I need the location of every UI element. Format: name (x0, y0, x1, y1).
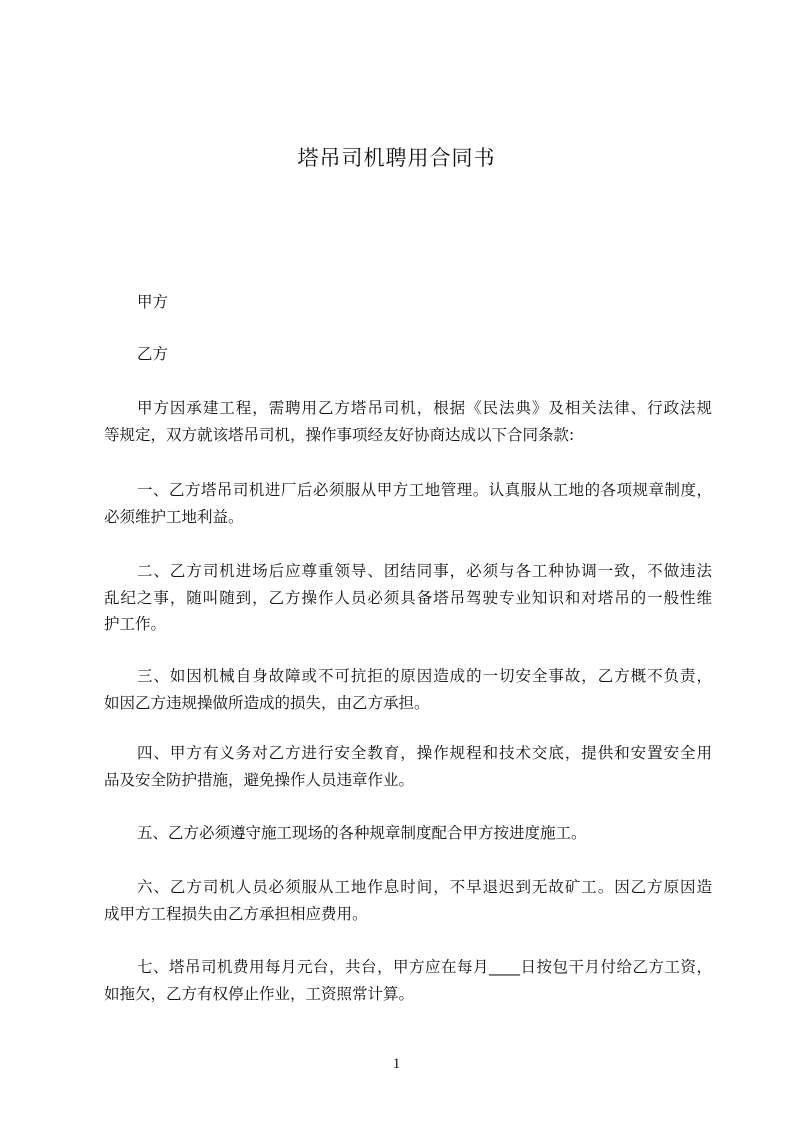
clause-line: 六、乙方司机人员必须服从工地作息时间，不早退迟到无故矿工。因乙方原因造 (137, 878, 712, 896)
party-b-text: 乙方 (137, 345, 169, 363)
clause-line: 七、塔吊司机费用每月元台，共台，甲方应在每月____日按包干月付给乙方工资， (137, 958, 712, 976)
party-b-label (104, 341, 712, 368)
clause-line: 成甲方工程损失由乙方承担相应费用。 (104, 904, 368, 923)
clause-line: 如因乙方违规操做所造成的损失，由乙方承担。 (104, 693, 430, 712)
clause-paragraph (104, 558, 712, 638)
clause-line: 一、乙方塔吊司机进厂后必须服从甲方工地管理。认真服从工地的各项规章制度， (137, 481, 712, 499)
clause-paragraph (104, 663, 712, 716)
clause-paragraph (104, 477, 712, 530)
clause-line: 品及安全防护措施，避免操作人员违章作业。 (104, 770, 415, 789)
page-number: 1 (392, 1056, 401, 1072)
clause-line: 二、乙方司机进场后应尊重领导、团结同事，必须与各工种协调一致，不做违法 (137, 562, 712, 580)
clause-line: 等规定，双方就该塔吊司机，操作事项经友好协商达成以下合同条款: (104, 425, 575, 444)
clause-line: 四、甲方有义务对乙方进行安全教育，操作规程和技术交底，提供和安置安全用 (137, 744, 712, 762)
clause-line: 五、乙方必须遵守施工现场的各种规章制度配合甲方按进度施工。 (137, 824, 587, 842)
document-title: 塔吊司机聘用合同书 (297, 146, 496, 170)
clause-paragraph (104, 395, 712, 448)
clause-line: 如拖欠，乙方有权停止作业，工资照常计算。 (104, 984, 415, 1003)
party-a-label (104, 289, 712, 316)
clause-line: 甲方因承建工程，需聘用乙方塔吊司机，根据《民法典》及相关法律、行政法规 (137, 399, 712, 417)
clause-paragraph (104, 874, 712, 927)
clause-line: 三、如因机械自身故障或不可抗拒的原因造成的一切安全事故，乙方概不负责， (137, 667, 712, 685)
clause-line: 乱纪之事，随叫随到，乙方操作人员必须具备塔吊驾驶专业知识和对塔吊的一般性维 (104, 588, 712, 607)
clause-paragraph (104, 740, 712, 793)
clause-line: 护工作。 (104, 615, 167, 633)
party-a-text: 甲方 (137, 293, 169, 311)
clause-line: 必须维护工地利益。 (104, 507, 244, 526)
clause-paragraph (104, 954, 712, 1007)
clause-paragraph (104, 820, 712, 847)
